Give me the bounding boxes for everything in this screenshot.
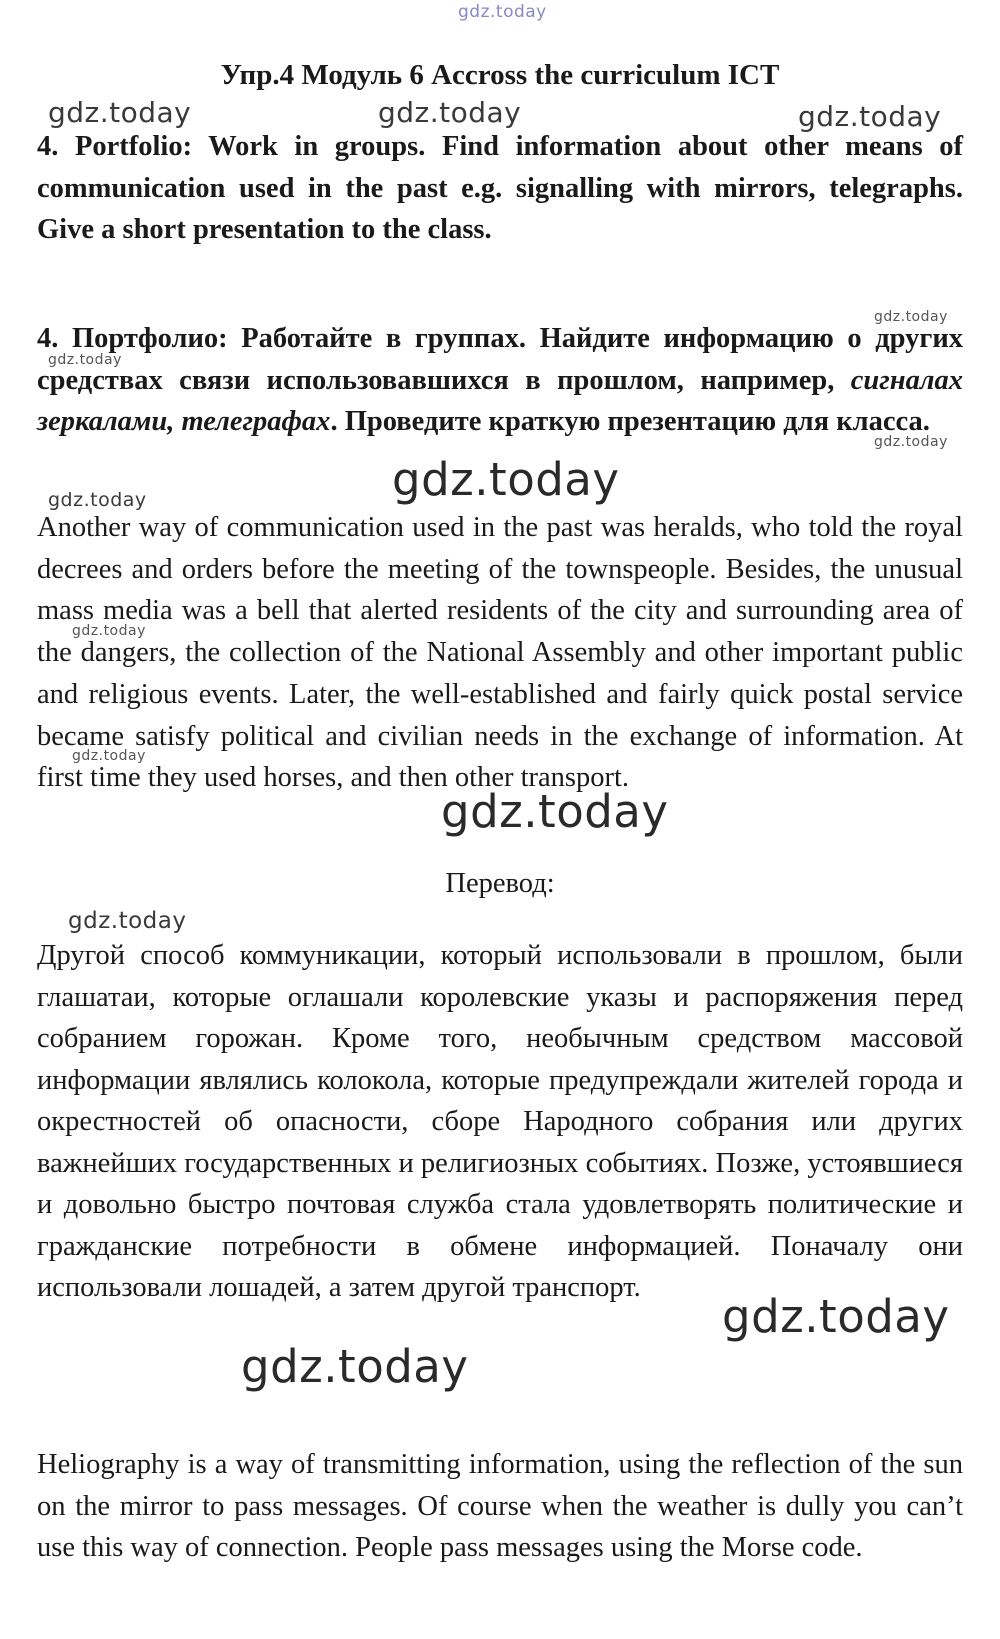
page-title: Упр.4 Модуль 6 Accross the curriculum ICT <box>220 59 780 91</box>
task-text-russian <box>37 318 963 443</box>
watermark-text: gdz.today <box>48 489 147 511</box>
watermark-text: gdz.today <box>68 908 187 934</box>
watermark-text: gdz.today <box>378 96 522 129</box>
watermark-text: gdz.today <box>874 434 948 450</box>
watermark-text: gdz.today <box>392 453 620 506</box>
watermark-text: gdz.today <box>48 352 122 368</box>
task-ru-part1: 4. Портфолио: Работайте в группах. Найдите информацию о других средствах связи использовавшихся в прошлом, например, <box>37 323 963 396</box>
translation-label: Перевод: <box>445 868 555 899</box>
watermark-text: gdz.today <box>874 309 948 325</box>
watermark-text: gdz.today <box>458 2 547 22</box>
heliography-paragraph: Heliography is a way of transmitting information, using the reflection of the sun on the mirror to pass messages. Of course when the weather is dully you can’t use this way of connection. People pass messages using the Morse code. <box>37 1449 963 1563</box>
watermark-text: gdz.today <box>241 1340 469 1393</box>
watermark-text: gdz.today <box>48 96 192 129</box>
task-ru-part2: . Проведите краткую презентацию для класса. <box>330 406 930 437</box>
answer-paragraph-english: Another way of communication used in the past was heralds, who told the royal decrees and orders before the meeting of the townspeople. Besides, the unusual mass media was a bell that alerted residents of the city and surrounding area of the dangers, the collection of the National Assembly and other important public and religious events. Later, the well-established and fairly quick postal service became satisfy political and civilian needs in the exchange of information. At first time they used horses, and then other transport. <box>37 512 963 794</box>
task-text-english: 4. Portfolio: Work in groups. Find information about other means of communication used in the past e.g. signalling with mirrors, telegraphs. Give a short presentation to the class. <box>37 131 963 245</box>
watermark-text: gdz.today <box>798 100 942 133</box>
watermark-text: gdz.today <box>72 623 146 639</box>
watermark-text: gdz.today <box>441 785 669 838</box>
watermark-text: gdz.today <box>722 1290 950 1343</box>
watermark-text: gdz.today <box>72 748 146 764</box>
answer-paragraph-russian: Другой способ коммуникации, который использовали в прошлом, были глашатаи, которые оглашали королевские указы и распоряжения перед собранием горожан. Кроме того, необычным средством массовой информации являлись колокола, которые предупреждали жителей города и окрестностей об опасности, сборе Народного собрания или других важнейших государственных и религиозных событиях. Позже, устоявшиеся и довольно быстро почтовая служба стала удовлетворять политические и гражданские потребности в обмене информацией. Поначалу они использовали лошадей, а затем другой транспорт. <box>37 940 963 1303</box>
task-ru-italic: сигналах зеркалами, телеграфах <box>37 364 963 437</box>
